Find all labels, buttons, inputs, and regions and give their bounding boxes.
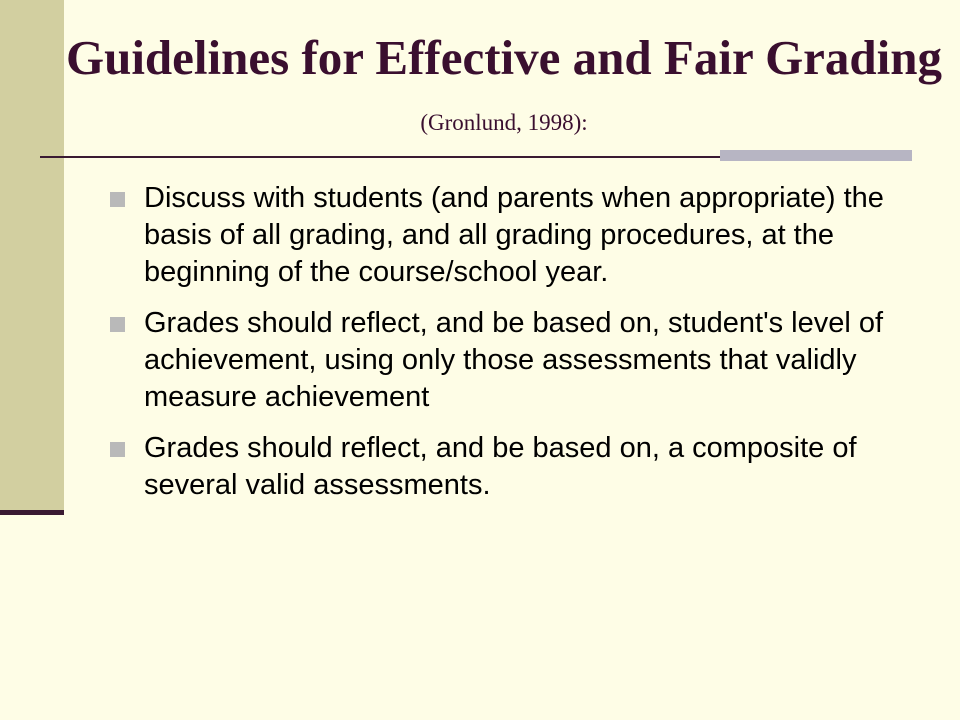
slide-title-text: Guidelines for Effective and Fair Grading — [65, 30, 943, 85]
bullet-item — [108, 180, 888, 291]
slide-title — [64, 30, 944, 151]
square-bullet-icon — [110, 317, 125, 332]
square-bullet-icon — [110, 442, 125, 457]
bullet-text: Grades should reflect, and be based on, a composite of several valid assessments. — [144, 432, 857, 501]
title-underline-accent — [720, 150, 912, 161]
left-decorative-band — [0, 0, 64, 512]
bullet-list — [108, 180, 888, 518]
bullet-item — [108, 430, 888, 504]
square-bullet-icon — [110, 192, 125, 207]
bullet-text: Discuss with students (and parents when appropriate) the basis of all grading, and all grading procedures, at the beginning of the course/school year. — [144, 182, 884, 288]
bullet-text: Grades should reflect, and be based on, student's level of achievement, using only those assessments that validly measure achievement — [144, 307, 884, 413]
slide-title-citation: (Gronlund, 1998): — [420, 110, 588, 135]
bullet-item — [108, 305, 888, 416]
left-band-divider — [0, 510, 64, 515]
